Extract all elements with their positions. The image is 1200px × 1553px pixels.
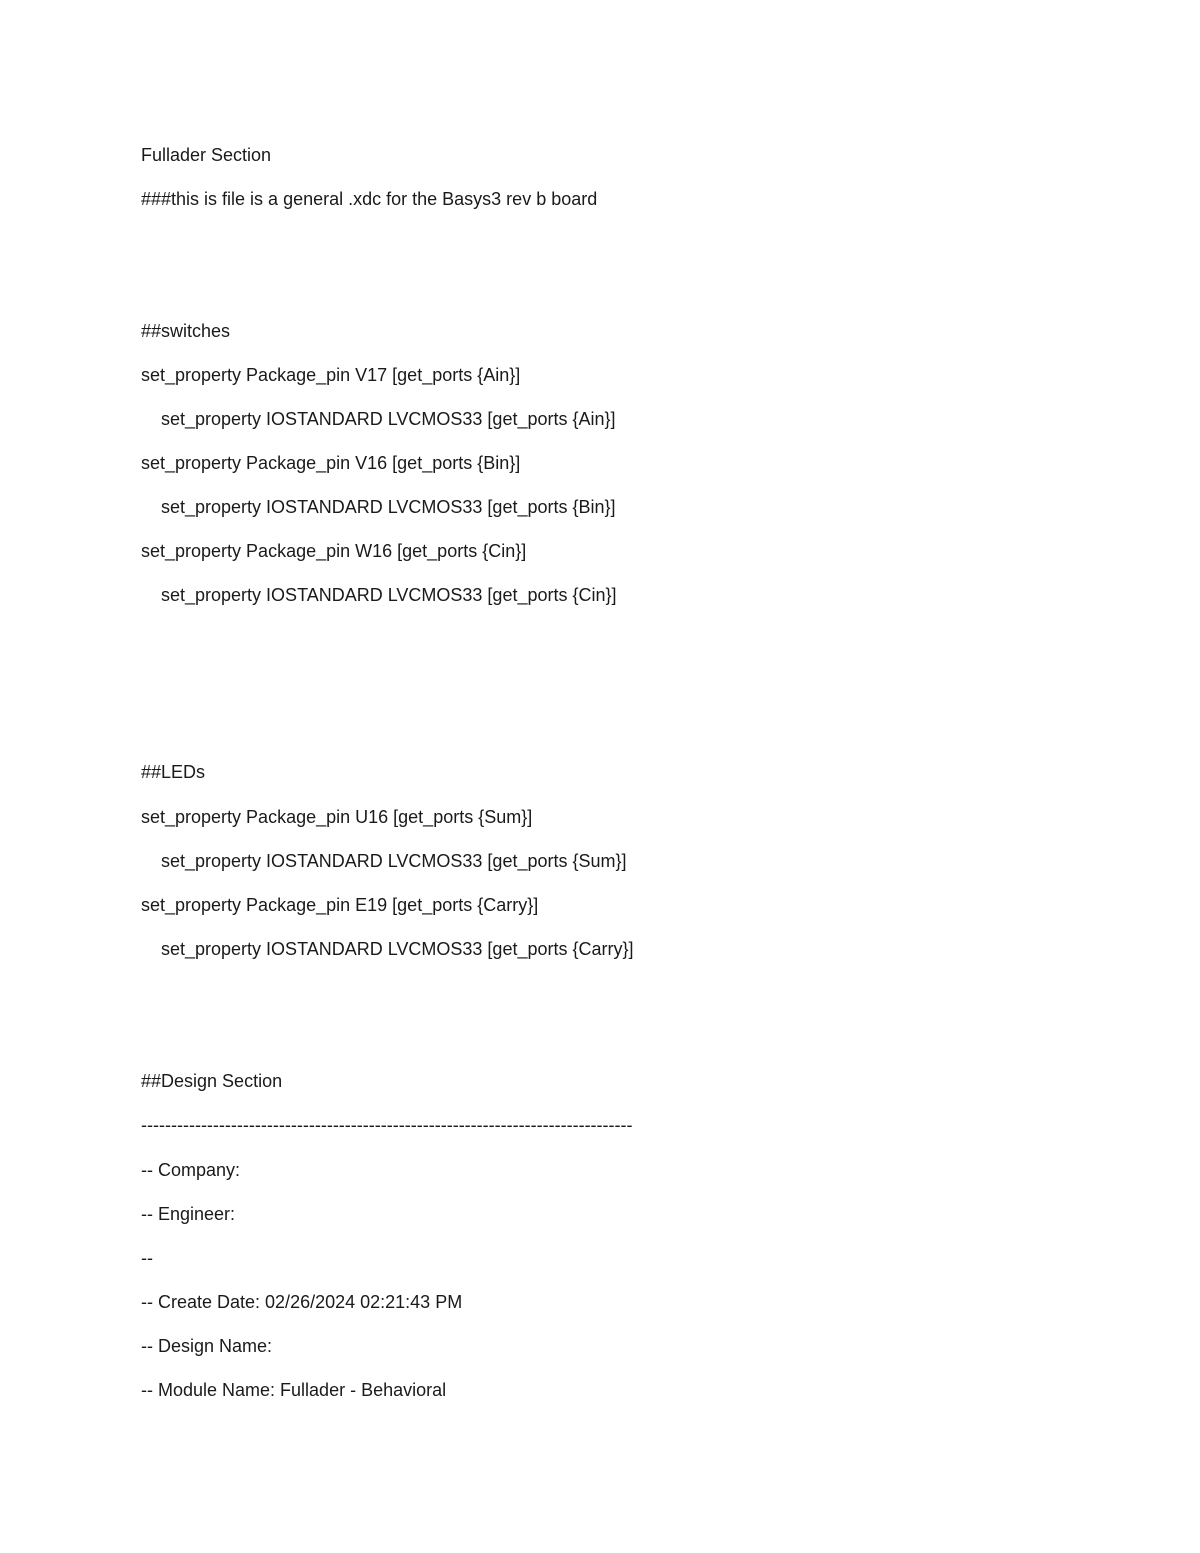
header-comment: -- Design Name: xyxy=(141,1336,273,1356)
header-comment: -- Engineer: xyxy=(141,1204,236,1224)
code-line: set_property IOSTANDARD LVCMOS33 [get_ports {Carry}] xyxy=(161,939,634,959)
divider-comment: ---------------------------------------------------------------------------------- xyxy=(141,1115,633,1135)
code-line: set_property Package_pin U16 [get_ports {Sum}] xyxy=(141,807,533,827)
switches-heading: ##switches xyxy=(141,321,231,341)
header-comment: -- Module Name: Fullader - Behavioral xyxy=(141,1380,447,1400)
code-line: set_property IOSTANDARD LVCMOS33 [get_ports {Ain}] xyxy=(161,409,616,429)
code-line: set_property Package_pin E19 [get_ports {Carry}] xyxy=(141,895,539,915)
design-section-heading: ##Design Section xyxy=(141,1071,283,1091)
leds-heading: ##LEDs xyxy=(141,762,206,782)
file-comment: ###this is file is a general .xdc for the Basys3 rev b board xyxy=(141,189,598,209)
header-comment: -- xyxy=(141,1248,153,1268)
header-comment: -- Create Date: 02/26/2024 02:21:43 PM xyxy=(141,1292,463,1312)
section-title: Fullader Section xyxy=(141,145,272,165)
code-line: set_property Package_pin V16 [get_ports {Bin}] xyxy=(141,453,521,473)
code-line: set_property IOSTANDARD LVCMOS33 [get_ports {Bin}] xyxy=(161,497,616,517)
header-comment: -- Company: xyxy=(141,1160,241,1180)
code-line: set_property IOSTANDARD LVCMOS33 [get_ports {Sum}] xyxy=(161,851,627,871)
code-line: set_property Package_pin V17 [get_ports {Ain}] xyxy=(141,365,521,385)
code-line: set_property Package_pin W16 [get_ports {Cin}] xyxy=(141,541,527,561)
code-line: set_property IOSTANDARD LVCMOS33 [get_ports {Cin}] xyxy=(161,585,617,605)
